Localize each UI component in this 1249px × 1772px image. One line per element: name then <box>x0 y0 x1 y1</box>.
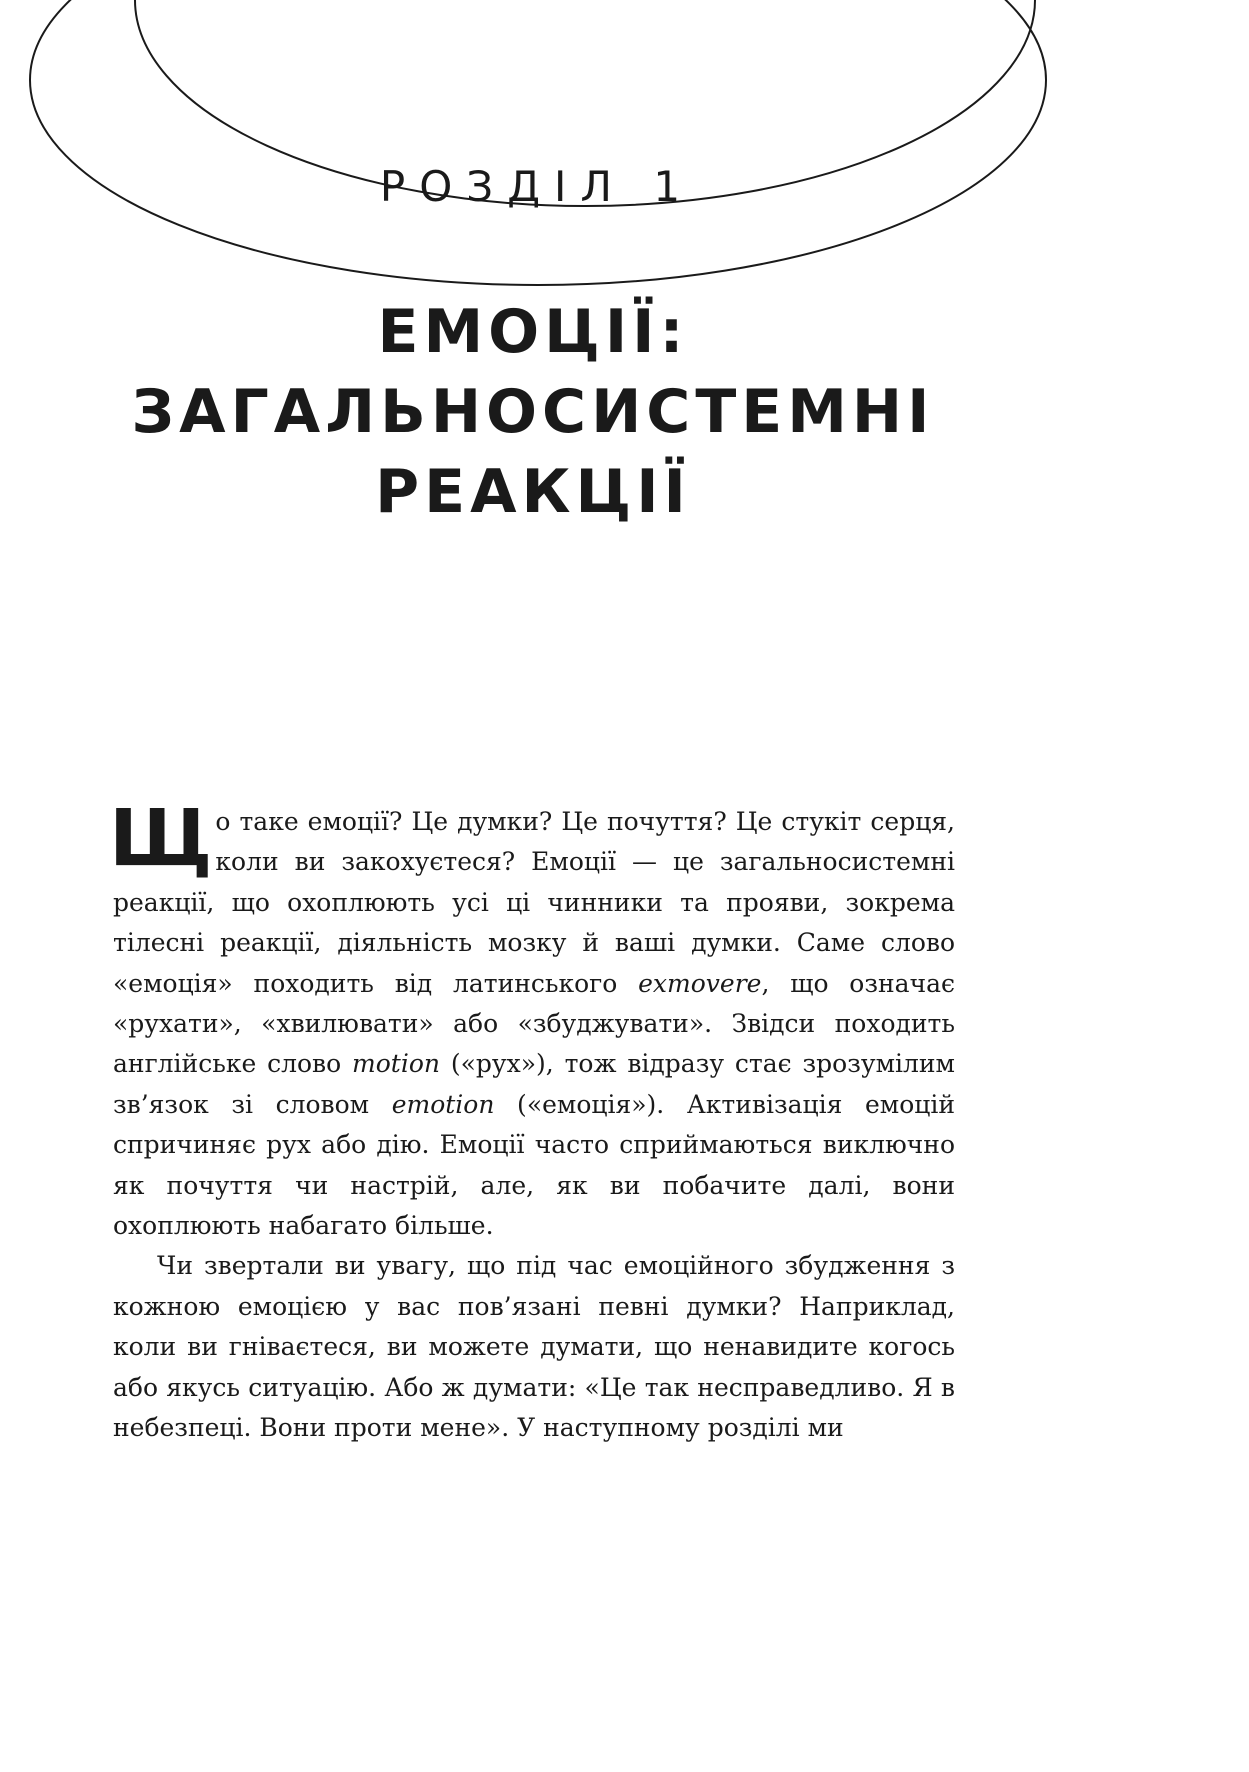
paragraph-1-text-c: («рух»), тож відразу стає зрозумілим зв’язок зі словом <box>113 1049 955 1119</box>
outer-ellipse <box>30 0 1046 285</box>
paragraph-1-italic-motion: motion <box>352 1049 440 1079</box>
body-text <box>109 794 955 1449</box>
chapter-title-line-1: ЕМОЦІЇ: <box>377 297 689 367</box>
paragraph-1-text-d: («емоція»). Активізація емоцій спричиняє рух або дію. Емоції часто сприймаються виключно як почуття чи настрій, але, як ви побачите далі, вони охоплюють набагато більше. <box>113 1089 955 1241</box>
chapter-label: РОЗДІЛ 1 <box>379 162 695 211</box>
drop-cap: Щ <box>109 794 210 884</box>
paragraph-1-italic-exmovere: exmovere <box>638 968 762 998</box>
chapter-title-line-3: РЕАКЦІЇ <box>375 457 691 527</box>
paragraph-1-italic-emotion: emotion <box>391 1089 495 1119</box>
chapter-title <box>0 292 1066 532</box>
paragraph-2: Чи звертали ви увагу, що під час емоційного збудження з кожною емоцією у вас пов’язані певні думки? Наприклад, коли ви гніваєтеся, ви можете думати, що ненавидите когось або якусь ситуацію. Або ж думати: «Це так несправедливо. Я в небезпеці. Вони проти мене». У наступному розділі ми <box>113 1251 955 1443</box>
paragraph-1 <box>109 794 955 1246</box>
paragraph-1-text-b: , що означає «рухати», «хвилювати» або «збуджувати». Звідси походить англійське слово <box>113 968 955 1079</box>
chapter-title-line-2: ЗАГАЛЬНОСИСТЕМНІ <box>131 377 935 447</box>
paragraph-1-text-a: о таке емоції? Це думки? Це почуття? Це стукіт серця, коли ви закохуєтеся? Емоції — це загальносистемні реакції, що охоплюють усі ці чинники та прояви, зокрема тілесні реакції, діяльність мозку й ваші думки. Саме слово «емоція» походить від латинського <box>113 807 955 998</box>
